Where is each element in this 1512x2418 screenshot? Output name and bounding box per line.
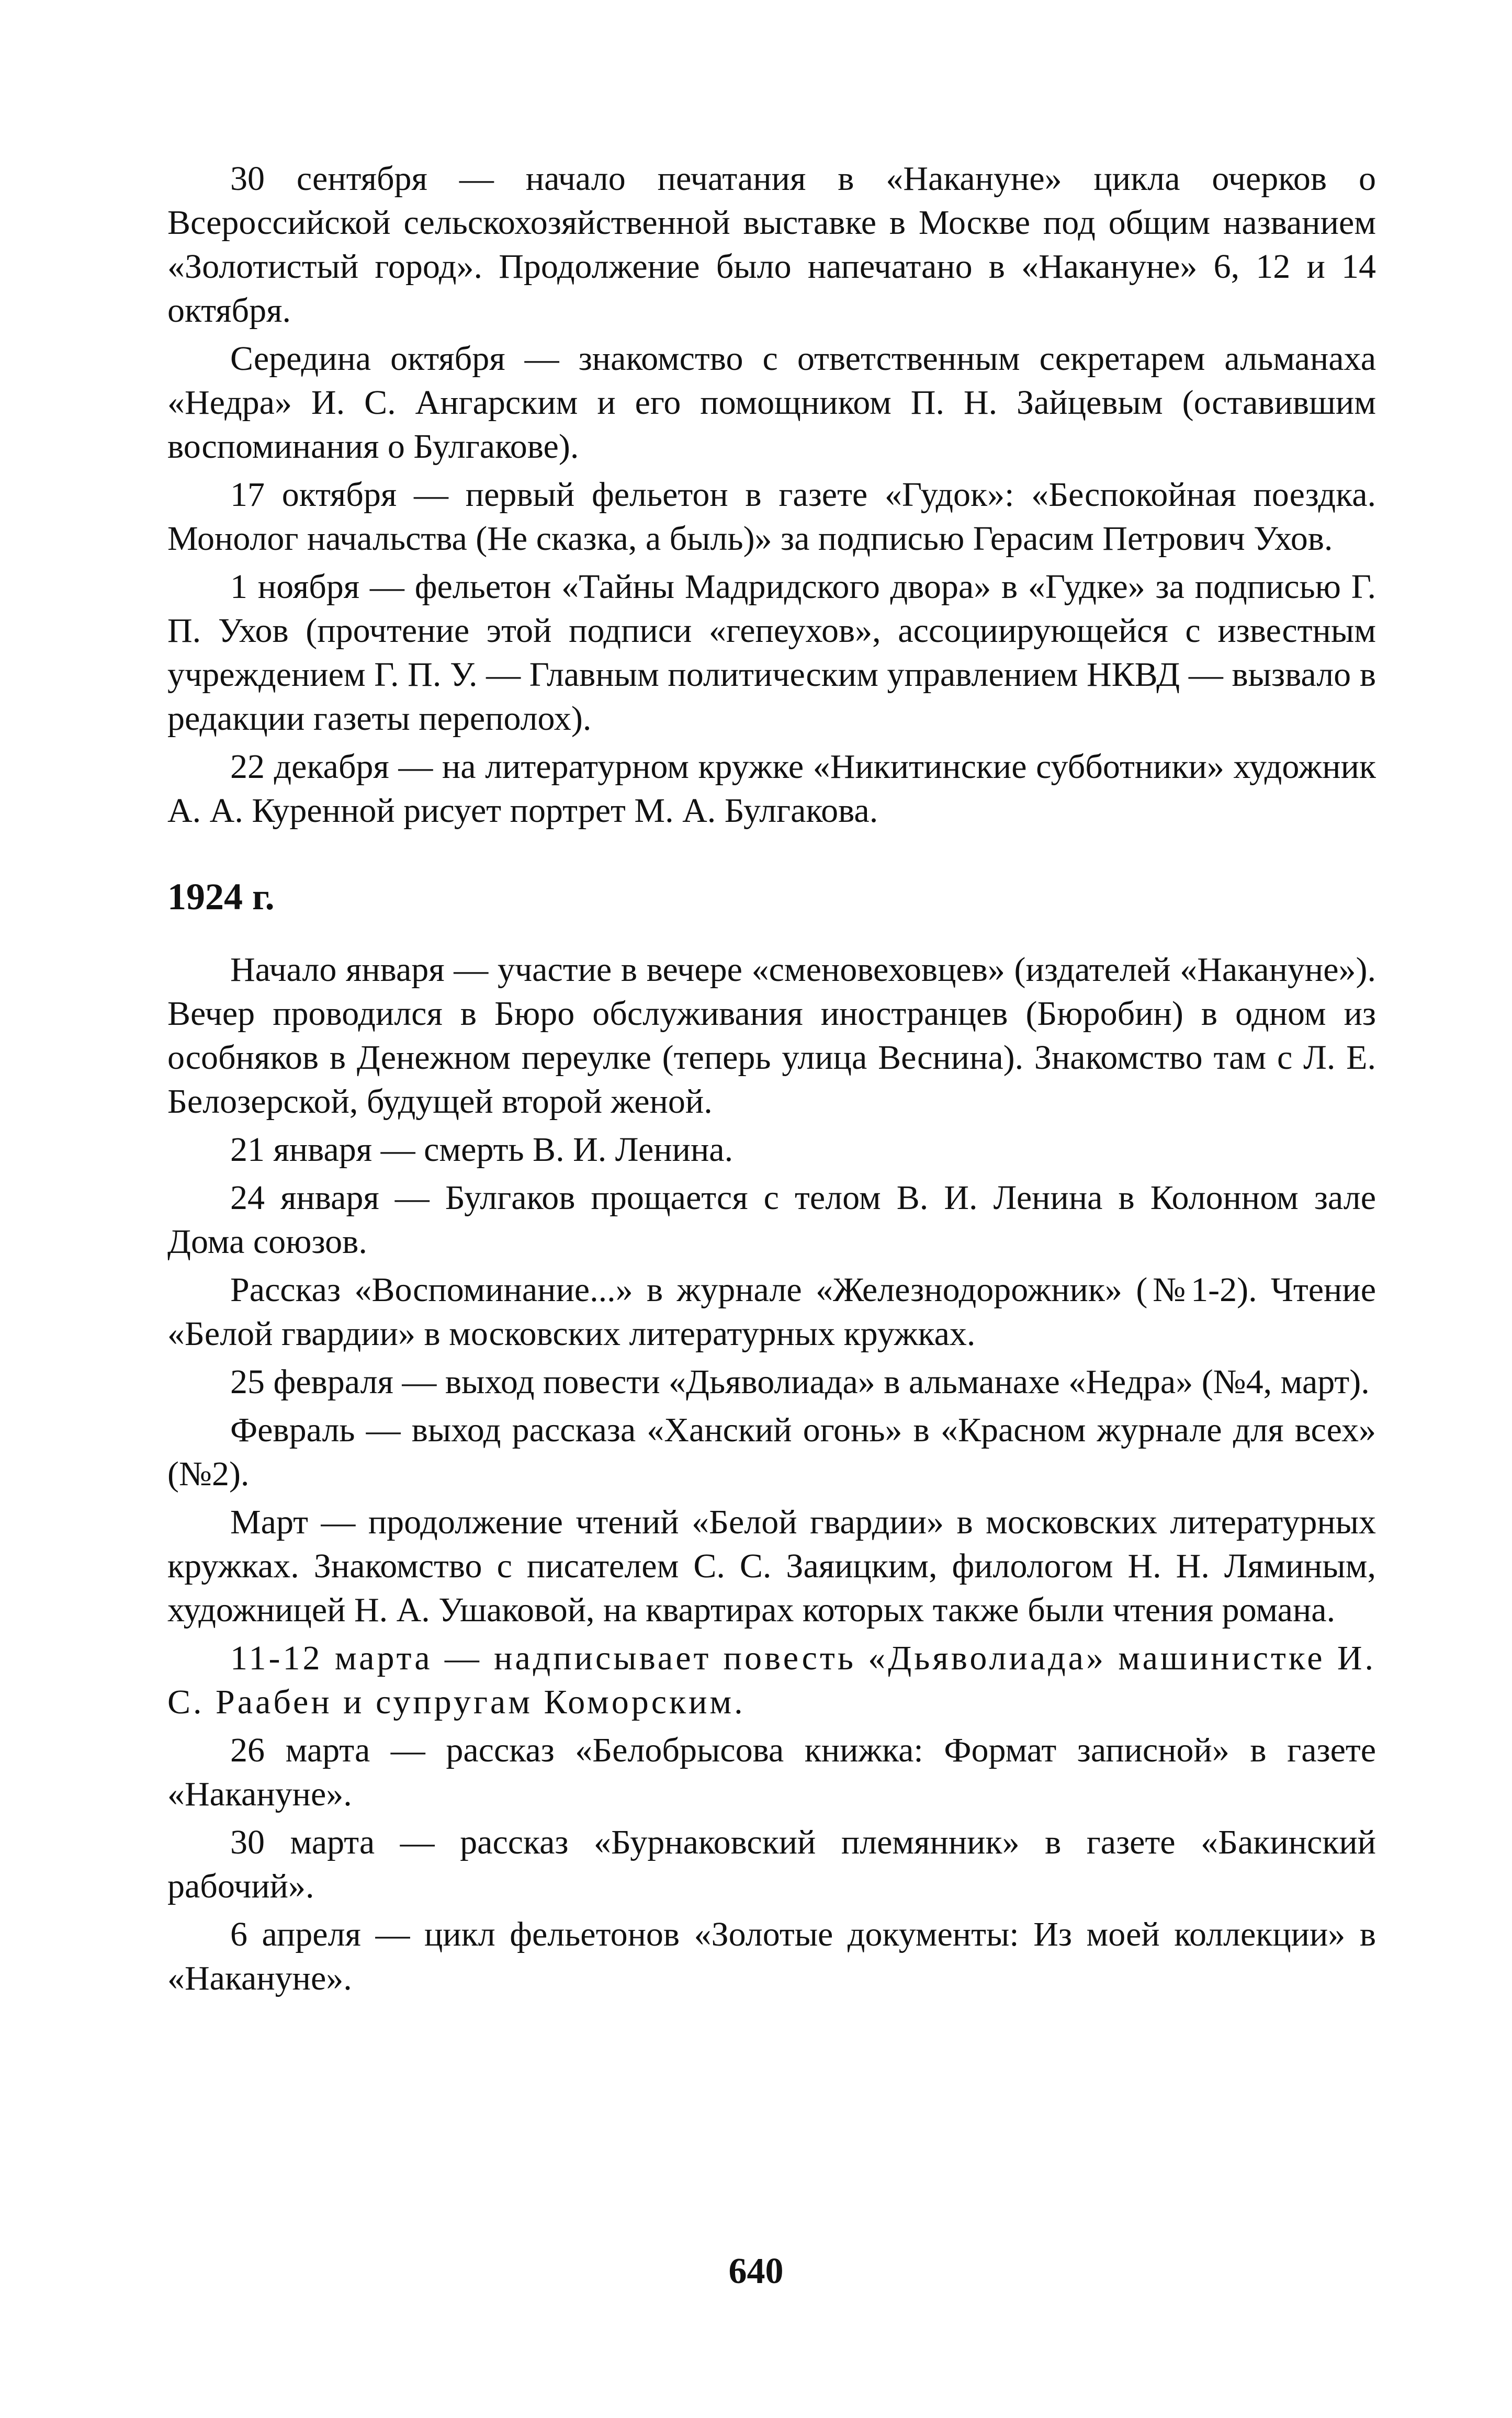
paragraph-jan-24: 24 января — Булгаков прощается с телом В. И. Ленина в Колонном зале Дома союзов. bbox=[167, 1179, 1376, 1261]
paragraph-sep-30: 30 сентября — начало печатания в «Накануне» цикла очерков о Всероссийской сельскохозяйственной выставке в Москве под общим названием «Золотистый город». Продолжение было напечатано в «Накануне» 6, 12 и 14 октября. bbox=[167, 160, 1376, 330]
page-body bbox=[167, 157, 1376, 2005]
paragraph-mar-26: 26 марта — рассказ «Белобрысова книжка: Формат записной» в газете «Накануне». bbox=[167, 1731, 1376, 1813]
paragraph-march: Март — продолжение чтений «Белой гвардии» в московских литературных кружках. Знакомство с писателем С. С. Заяицким, филологом Н. Н. Ляминым, художницей Н. А. Ушаковой, на квартирах которых также были чтения романа. bbox=[167, 1503, 1376, 1629]
paragraph-apr-6: 6 апреля — цикл фельетонов «Золотые документы: Из моей коллекции» в «Накануне». bbox=[167, 1915, 1376, 1997]
page-number: 640 bbox=[728, 2251, 784, 2291]
paragraph-story-vospominanie: Рассказ «Воспоминание...» в журнале «Железнодорожник» (№1-2). Чтение «Белой гвардии» в московских литературных кружках. bbox=[167, 1271, 1376, 1353]
paragraph-february: Февраль — выход рассказа «Ханский огонь» в «Красном журнале для всех» (№2). bbox=[167, 1411, 1376, 1493]
paragraph-dec-22: 22 декабря — на литературном кружке «Никитинские субботники» художник А. А. Куренной рисует портрет М. А. Булгакова. bbox=[167, 748, 1376, 830]
paragraph-early-january: Начало января — участие в вечере «сменовеховцев» (издателей «Накануне»). Вечер проводился в Бюро обслуживания иностранцев (Бюробин) в одном из особняков в Денежном переулке (теперь улица Веснина). Знакомство там с Л. Е. Белозерской, будущей второй женой. bbox=[167, 951, 1376, 1121]
paragraph-mar-11-12: 11-12 марта — надписывает повесть «Дьяволиада» машинистке И. С. Раабен и супругам Коморским. bbox=[167, 1639, 1376, 1721]
paragraph-jan-21: 21 января — смерть В. И. Ленина. bbox=[230, 1131, 734, 1169]
paragraph-oct-17: 17 октября — первый фельетон в газете «Гудок»: «Беспокойная поездка. Монолог начальства (Не сказка, а быль)» за подписью Герасим Петрович Ухов. bbox=[167, 476, 1376, 558]
year-heading: 1924 г. bbox=[167, 876, 275, 918]
paragraph-mar-30: 30 марта — рассказ «Бурнаковский племянник» в газете «Бакинский рабочий». bbox=[167, 1823, 1376, 1905]
paragraph-feb-25: 25 февраля — выход повести «Дьяволиада» в альманахе «Недра» (№4, март). bbox=[230, 1363, 1370, 1401]
paragraph-mid-october: Середина октября — знакомство с ответственным секретарем альманаха «Недра» И. С. Ангарским и его помощником П. Н. Зайцевым (оставившим воспоминания о Булгакове). bbox=[167, 340, 1376, 466]
paragraph-nov-1: 1 ноября — фельетон «Тайны Мадридского двора» в «Гудке» за подписью Г. П. Ухов (прочтение этой подписи «гепеухов», ассоциирующейся с известным учреждением Г. П. У. — Главным политическим управлением НКВД — вызвало в редакции газеты переполох). bbox=[167, 568, 1376, 738]
